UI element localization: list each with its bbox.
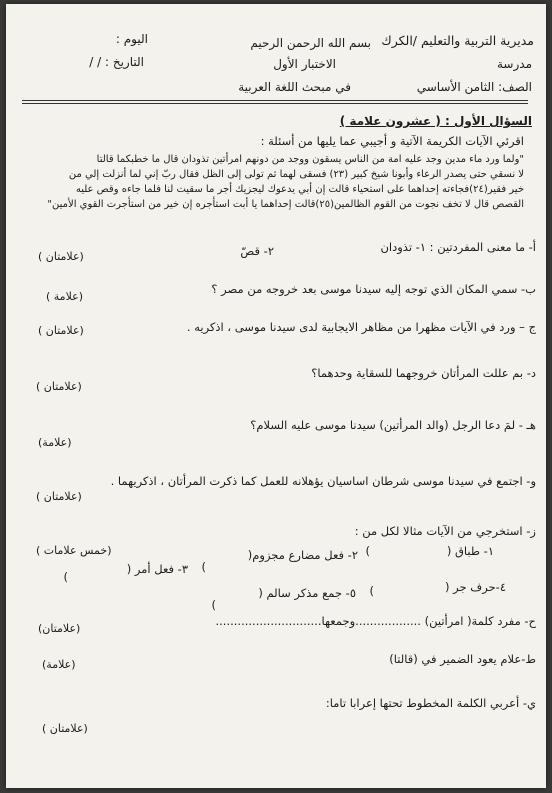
directorate-name: مديرية التربية والتعليم /الكرك: [381, 33, 534, 48]
day-label: اليوم :: [115, 32, 148, 46]
question-item-f: و- اجتمع في سيدنا موسى شرطان اساسيان يؤهلانه للعمل كما ذكرت المرأتان ، اذكريهما .: [110, 474, 536, 488]
item-g-mark: (خمس علامات ): [36, 544, 112, 557]
question-item-a-second: ٢- قصّ: [240, 244, 274, 258]
item-b-mark: (علامة ): [46, 290, 83, 303]
item-a-mark: (علامتان ): [38, 250, 84, 263]
extract-imperative-close: ): [63, 570, 68, 584]
item-y-mark: (علامتان ): [42, 722, 88, 735]
subject-label: في مبحث اللغة العربية: [238, 80, 351, 94]
question-item-a: أ- ما معنى المفردتين : ١- تذودان: [380, 240, 536, 254]
extract-masculine-plural-close: ): [211, 598, 216, 612]
school-label: مدرسة: [496, 57, 532, 71]
question-instruction: اقرئي الآيات الكريمة الآتية و أجيبي عما يليها من أسئلة :: [260, 134, 524, 148]
question-title: السؤال الأول : ( عشرون علامة ): [339, 114, 532, 128]
extract-masculine-plural: ٥- جمع مذكر سالم (: [258, 586, 356, 600]
question-item-y: ي- أعربي الكلمة المخطوط تحتها إعرابا تاما:: [325, 696, 536, 710]
question-item-e: هـ - لمَ دعا الرجل (والد المرأتين) سيدنا موسى عليه السلام؟: [250, 418, 536, 432]
header-divider: [22, 100, 528, 101]
grade-label: الصف: الثامن الأساسي: [416, 80, 532, 94]
extract-jussive-close: ): [201, 560, 206, 574]
passage-line: خير فقير(٢٤)فجاءته إحداهما على استحياء قالت إن أبي يدعوك ليجزيك أجر ما سقيت لنا فلما جاءه وقص عليه: [75, 184, 524, 195]
header-divider-2: [22, 103, 528, 104]
item-f-mark: (علامتان ): [36, 490, 82, 503]
question-item-t: ط-علام يعود الضمير في (قالتا): [389, 652, 536, 666]
question-item-b: ب- سمي المكان الذي توجه إليه سيدنا موسى بعد خروجه من مصر ؟: [211, 282, 536, 296]
passage-line: لا نسقي حتى يصدر الرعاء وأبونا شيخ كبير (٢٣) فسقى لهما ثم تولى إلى الظل فقال ربّ إني لما أنزلت إلي من: [68, 169, 524, 180]
extract-imperative: ٣- فعل أمر (: [126, 562, 188, 576]
question-item-d: د- بم عللت المرأتان خروجهما للسقاية وحدهما؟: [311, 366, 536, 380]
question-item-g: ز- استخرجي من الآيات مثالا لكل من :: [354, 524, 536, 538]
extract-preposition-close: ): [369, 584, 374, 598]
question-item-h: ح- مفرد كلمة( امرأتين) ..................وجمعها.............................: [215, 614, 536, 628]
question-item-c: ج – ورد في الآيات مظهرا من مظاهر الايجابية لدى سيدنا موسى ، اذكريه .: [186, 320, 536, 334]
extract-antithesis-close: ): [365, 544, 370, 558]
quran-passage: [24, 152, 524, 212]
exam-paper: [6, 4, 546, 788]
extract-preposition: ٤-حرف جر (: [445, 580, 506, 594]
passage-line: القصص قال لا تخف نجوت من القوم الظالمين(٢٥)قالت إحداهما يا أبت استأجره إن خير من استأجرت القوي الأمين": [47, 199, 524, 210]
item-e-mark: (علامة): [38, 436, 72, 449]
exam-title: الاختبار الأول: [273, 57, 336, 71]
item-t-mark: (علامة): [42, 658, 76, 671]
item-h-mark: (علامتان): [38, 622, 81, 635]
passage-line: "ولما ورد ماء مدين وجد عليه امة من الناس يسقون ووجد من دونهم امرأتين تذودان قال ما خطبكما قالتا: [96, 154, 524, 165]
basmala: بسم الله الرحمن الرحيم: [250, 36, 371, 50]
date-label: التاريخ : / /: [89, 55, 144, 69]
item-c-mark: (علامتان ): [38, 324, 84, 337]
extract-antithesis: ١- طباق (: [446, 544, 494, 558]
item-d-mark: (علامتان ): [36, 380, 82, 393]
extract-jussive-verb: ٢- فعل مضارع مجزوم(: [247, 548, 358, 562]
